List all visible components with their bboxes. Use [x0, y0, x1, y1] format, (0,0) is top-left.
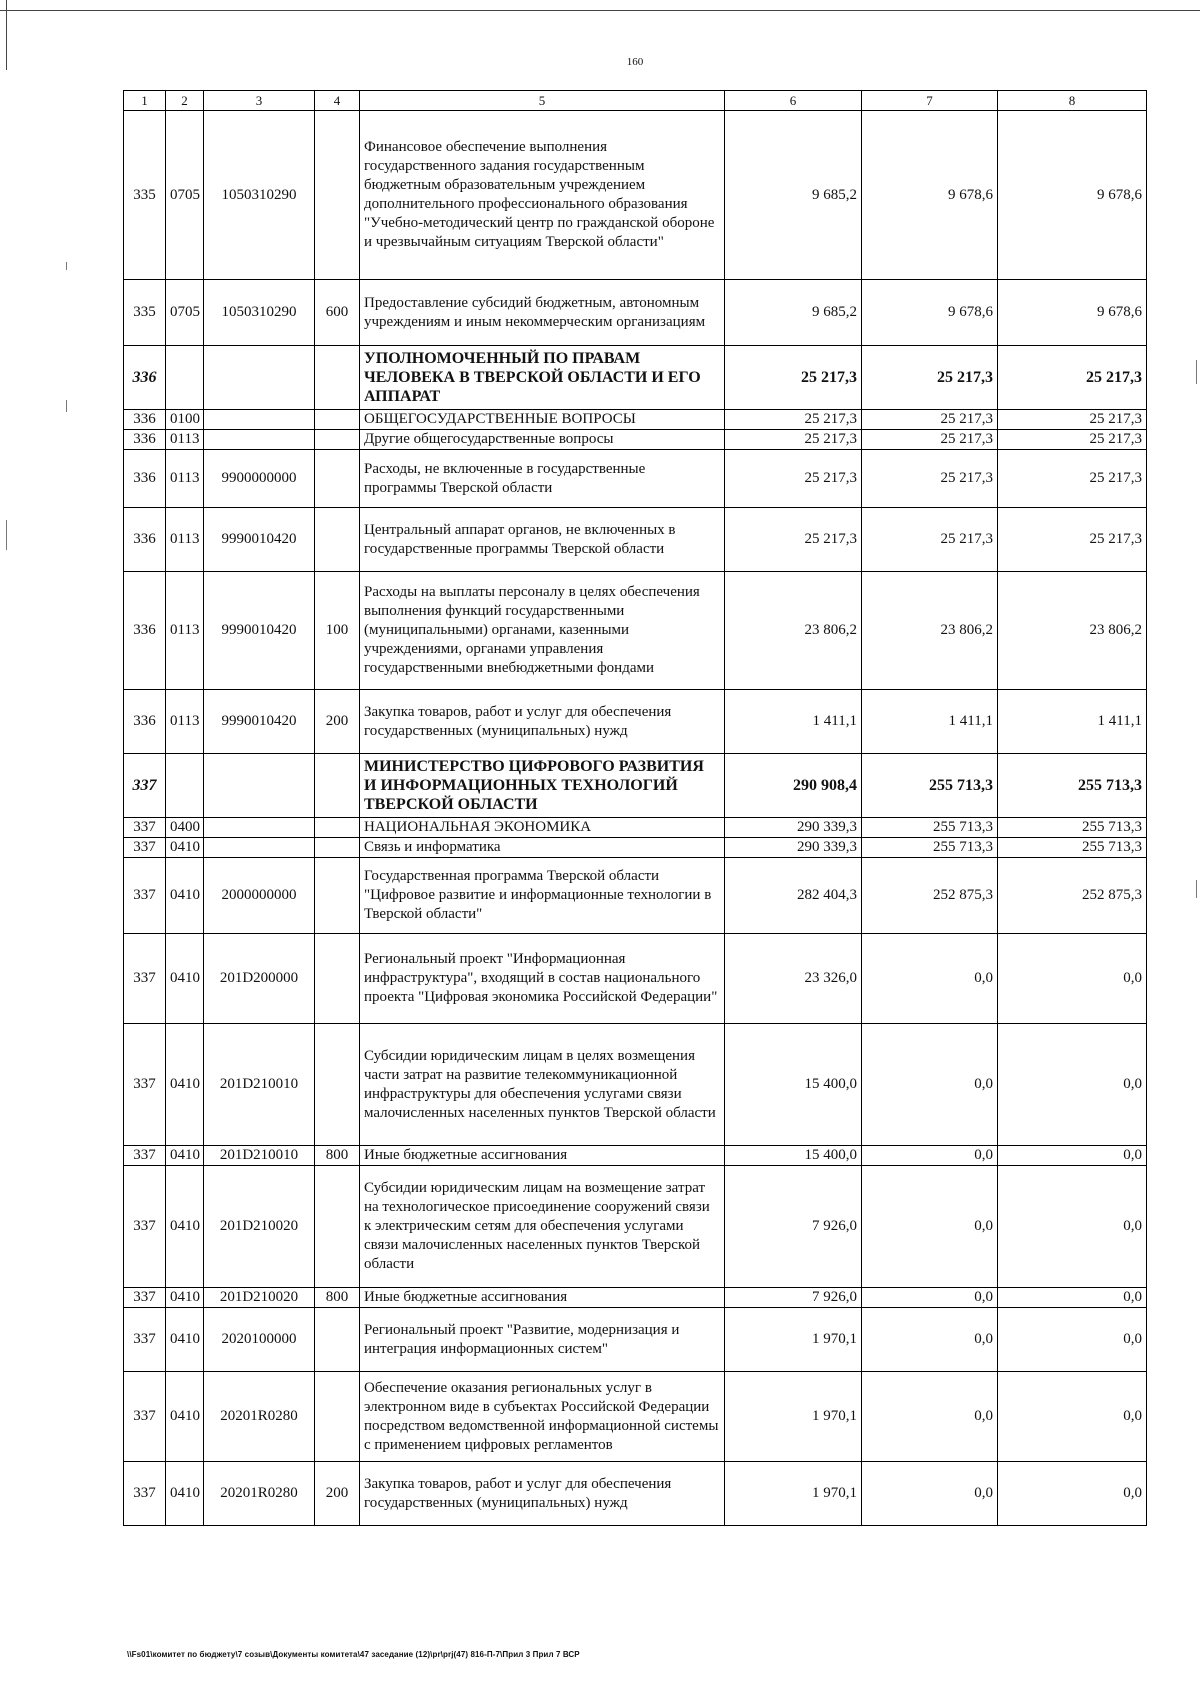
description-cell: УПОЛНОМОЧЕННЫЙ ПО ПРАВАМ ЧЕЛОВЕКА В ТВЕРСКОЙ ОБЛАСТИ И ЕГО АППАРАТ: [360, 346, 725, 410]
expense-type-cell: [315, 508, 360, 572]
expense-type-cell: [315, 111, 360, 280]
expense-type-cell: [315, 1166, 360, 1288]
column-header: 2: [166, 91, 204, 111]
column-header: 3: [204, 91, 315, 111]
code-cell: 336: [124, 450, 166, 508]
table-header-row: [124, 91, 1147, 111]
section-cell: [166, 346, 204, 410]
amount-cell: 1 411,1: [725, 690, 862, 754]
amount-cell: 290 908,4: [725, 754, 862, 818]
amount-cell: 9 685,2: [725, 111, 862, 280]
target-article-cell: 1050310290: [204, 111, 315, 280]
section-cell: 0113: [166, 572, 204, 690]
expense-type-cell: 800: [315, 1146, 360, 1166]
section-cell: 0410: [166, 1372, 204, 1462]
amount-cell: 9 685,2: [725, 280, 862, 346]
table-row: [124, 1372, 1147, 1462]
page-number: 160: [626, 56, 644, 68]
amount-cell: 255 713,3: [862, 838, 998, 858]
code-cell: 337: [124, 1288, 166, 1308]
amount-cell: 7 926,0: [725, 1288, 862, 1308]
table-row: [124, 858, 1147, 934]
expense-type-cell: [315, 410, 360, 430]
code-cell: 337: [124, 838, 166, 858]
table-row: [124, 754, 1147, 818]
code-cell: 337: [124, 1372, 166, 1462]
target-article-cell: 2000000000: [204, 858, 315, 934]
description-cell: Связь и информатика: [360, 838, 725, 858]
amount-cell: 0,0: [862, 1308, 998, 1372]
table-row: [124, 450, 1147, 508]
target-article-cell: 2020100000: [204, 1308, 315, 1372]
amount-cell: 25 217,3: [862, 450, 998, 508]
description-cell: Иные бюджетные ассигнования: [360, 1288, 725, 1308]
amount-cell: 23 806,2: [998, 572, 1147, 690]
amount-cell: 25 217,3: [725, 410, 862, 430]
target-article-cell: [204, 818, 315, 838]
section-cell: 0100: [166, 410, 204, 430]
section-cell: 0410: [166, 1024, 204, 1146]
code-cell: 336: [124, 346, 166, 410]
amount-cell: 1 970,1: [725, 1372, 862, 1462]
amount-cell: 0,0: [998, 1146, 1147, 1166]
margin-mark: [66, 262, 67, 270]
amount-cell: 9 678,6: [862, 280, 998, 346]
description-cell: МИНИСТЕРСТВО ЦИФРОВОГО РАЗВИТИЯ И ИНФОРМАЦИОННЫХ ТЕХНОЛОГИЙ ТВЕРСКОЙ ОБЛАСТИ: [360, 754, 725, 818]
amount-cell: 25 217,3: [998, 430, 1147, 450]
table-row: [124, 1166, 1147, 1288]
expense-type-cell: [315, 818, 360, 838]
section-cell: 0113: [166, 508, 204, 572]
section-cell: 0410: [166, 934, 204, 1024]
target-article-cell: 20201R0280: [204, 1372, 315, 1462]
section-cell: 0410: [166, 1166, 204, 1288]
amount-cell: 290 339,3: [725, 838, 862, 858]
target-article-cell: 201D210020: [204, 1288, 315, 1308]
description-cell: Иные бюджетные ассигнования: [360, 1146, 725, 1166]
amount-cell: 0,0: [862, 1166, 998, 1288]
table-row: [124, 1024, 1147, 1146]
amount-cell: 0,0: [998, 1308, 1147, 1372]
amount-cell: 23 806,2: [725, 572, 862, 690]
target-article-cell: 9900000000: [204, 450, 315, 508]
section-cell: 0410: [166, 1288, 204, 1308]
table-row: [124, 690, 1147, 754]
amount-cell: 9 678,6: [862, 111, 998, 280]
expense-type-cell: 800: [315, 1288, 360, 1308]
description-cell: Закупка товаров, работ и услуг для обеспечения государственных (муниципальных) нужд: [360, 690, 725, 754]
column-header: 8: [998, 91, 1147, 111]
amount-cell: 1 970,1: [725, 1308, 862, 1372]
amount-cell: 0,0: [862, 1372, 998, 1462]
table-row: [124, 1462, 1147, 1526]
description-cell: Субсидии юридическим лицам в целях возмещения части затрат на развитие телекоммуникационной инфраструктуры для обеспечения услугами связи малочисленных населенных пунктов Тверской области: [360, 1024, 725, 1146]
target-article-cell: 9990010420: [204, 508, 315, 572]
code-cell: 337: [124, 934, 166, 1024]
description-cell: Государственная программа Тверской области "Цифровое развитие и информационные технологии в Тверской области": [360, 858, 725, 934]
expense-type-cell: [315, 430, 360, 450]
expense-type-cell: [315, 1308, 360, 1372]
expense-type-cell: [315, 858, 360, 934]
code-cell: 337: [124, 754, 166, 818]
code-cell: 337: [124, 1146, 166, 1166]
table-row: [124, 934, 1147, 1024]
description-cell: Субсидии юридическим лицам на возмещение затрат на технологическое присоединение сооружений связи к электрическим сетям для обеспечения услугами связи малочисленных населенных пунктов Тверской области: [360, 1166, 725, 1288]
amount-cell: 25 217,3: [998, 450, 1147, 508]
table-row: [124, 572, 1147, 690]
amount-cell: 23 326,0: [725, 934, 862, 1024]
description-cell: Закупка товаров, работ и услуг для обеспечения государственных (муниципальных) нужд: [360, 1462, 725, 1526]
amount-cell: 290 339,3: [725, 818, 862, 838]
description-cell: Региональный проект "Развитие, модернизация и интеграция информационных систем": [360, 1308, 725, 1372]
table-row: [124, 346, 1147, 410]
amount-cell: 255 713,3: [998, 754, 1147, 818]
table-row: [124, 508, 1147, 572]
amount-cell: 1 411,1: [998, 690, 1147, 754]
amount-cell: 25 217,3: [725, 346, 862, 410]
target-article-cell: [204, 346, 315, 410]
expense-type-cell: [315, 934, 360, 1024]
amount-cell: 7 926,0: [725, 1166, 862, 1288]
target-article-cell: 9990010420: [204, 690, 315, 754]
target-article-cell: 201D210020: [204, 1166, 315, 1288]
description-cell: НАЦИОНАЛЬНАЯ ЭКОНОМИКА: [360, 818, 725, 838]
expense-type-cell: 200: [315, 690, 360, 754]
amount-cell: 0,0: [862, 1288, 998, 1308]
amount-cell: 25 217,3: [725, 508, 862, 572]
code-cell: 336: [124, 430, 166, 450]
code-cell: 336: [124, 690, 166, 754]
code-cell: 337: [124, 818, 166, 838]
target-article-cell: [204, 410, 315, 430]
description-cell: Расходы на выплаты персоналу в целях обеспечения выполнения функций государственными (муниципальными) органами, казенными учреждениями, органами управления государственными внебюджетными фондами: [360, 572, 725, 690]
section-cell: 0410: [166, 858, 204, 934]
code-cell: 335: [124, 111, 166, 280]
description-cell: Региональный проект "Информационная инфраструктура", входящий в состав национального проекта "Цифровая экономика Российской Федерации": [360, 934, 725, 1024]
amount-cell: 0,0: [998, 1288, 1147, 1308]
table-row: [124, 1308, 1147, 1372]
section-cell: 0400: [166, 818, 204, 838]
margin-mark: [1196, 880, 1197, 898]
code-cell: 337: [124, 858, 166, 934]
section-cell: 0113: [166, 430, 204, 450]
table-row: [124, 430, 1147, 450]
target-article-cell: 201D210010: [204, 1146, 315, 1166]
description-cell: Финансовое обеспечение выполнения государственного задания государственным бюджетным образовательным учреждением дополнительного профессионального образования "Учебно-методический центр по гражданской обороне и чрезвычайным ситуациям Тверской области": [360, 111, 725, 280]
description-cell: Расходы, не включенные в государственные программы Тверской области: [360, 450, 725, 508]
table-row: [124, 1288, 1147, 1308]
section-cell: 0113: [166, 450, 204, 508]
amount-cell: 23 806,2: [862, 572, 998, 690]
file-path-footer: \\Fs01\комитет по бюджету\7 созыв\Документы комитета\47 заседание (12)\pr\prj(47) 816-П-7\Прил 3 Прил 7 ВСР: [127, 1650, 580, 1659]
description-cell: Другие общегосударственные вопросы: [360, 430, 725, 450]
amount-cell: 0,0: [998, 1024, 1147, 1146]
amount-cell: 0,0: [862, 1462, 998, 1526]
section-cell: [166, 754, 204, 818]
margin-mark: [6, 520, 7, 550]
column-header: 7: [862, 91, 998, 111]
expense-type-cell: [315, 1372, 360, 1462]
code-cell: 337: [124, 1462, 166, 1526]
amount-cell: 0,0: [998, 934, 1147, 1024]
code-cell: 335: [124, 280, 166, 346]
description-cell: Центральный аппарат органов, не включенных в государственные программы Тверской области: [360, 508, 725, 572]
table-row: [124, 111, 1147, 280]
amount-cell: 252 875,3: [998, 858, 1147, 934]
column-header: 6: [725, 91, 862, 111]
amount-cell: 15 400,0: [725, 1024, 862, 1146]
target-article-cell: 20201R0280: [204, 1462, 315, 1526]
section-cell: 0410: [166, 1462, 204, 1526]
amount-cell: 0,0: [862, 1024, 998, 1146]
amount-cell: 255 713,3: [862, 754, 998, 818]
amount-cell: 15 400,0: [725, 1146, 862, 1166]
target-article-cell: 201D200000: [204, 934, 315, 1024]
target-article-cell: 201D210010: [204, 1024, 315, 1146]
code-cell: 337: [124, 1024, 166, 1146]
column-header: 1: [124, 91, 166, 111]
target-article-cell: 1050310290: [204, 280, 315, 346]
section-cell: 0410: [166, 1308, 204, 1372]
expense-type-cell: [315, 754, 360, 818]
budget-table: [123, 90, 1147, 1526]
amount-cell: 252 875,3: [862, 858, 998, 934]
margin-mark: [1196, 360, 1197, 384]
code-cell: 336: [124, 410, 166, 430]
code-cell: 336: [124, 572, 166, 690]
target-article-cell: 9990010420: [204, 572, 315, 690]
code-cell: 336: [124, 508, 166, 572]
amount-cell: 255 713,3: [998, 818, 1147, 838]
section-cell: 0705: [166, 111, 204, 280]
amount-cell: 25 217,3: [998, 508, 1147, 572]
description-cell: Предоставление субсидий бюджетным, автономным учреждениям и иным некоммерческим организациям: [360, 280, 725, 346]
amount-cell: 25 217,3: [862, 346, 998, 410]
target-article-cell: [204, 430, 315, 450]
amount-cell: 282 404,3: [725, 858, 862, 934]
amount-cell: 0,0: [998, 1166, 1147, 1288]
amount-cell: 0,0: [862, 934, 998, 1024]
column-header: 4: [315, 91, 360, 111]
amount-cell: 25 217,3: [862, 430, 998, 450]
amount-cell: 0,0: [998, 1462, 1147, 1526]
scan-edge-top: [0, 0, 1200, 11]
expense-type-cell: [315, 450, 360, 508]
amount-cell: 0,0: [998, 1372, 1147, 1462]
amount-cell: 25 217,3: [725, 430, 862, 450]
section-cell: 0410: [166, 1146, 204, 1166]
section-cell: 0410: [166, 838, 204, 858]
code-cell: 337: [124, 1166, 166, 1288]
section-cell: 0705: [166, 280, 204, 346]
amount-cell: 1 411,1: [862, 690, 998, 754]
expense-type-cell: 100: [315, 572, 360, 690]
table-row: [124, 818, 1147, 838]
table-row: [124, 280, 1147, 346]
amount-cell: 25 217,3: [862, 508, 998, 572]
target-article-cell: [204, 838, 315, 858]
section-cell: 0113: [166, 690, 204, 754]
table-row: [124, 838, 1147, 858]
amount-cell: 255 713,3: [998, 838, 1147, 858]
expense-type-cell: 600: [315, 280, 360, 346]
amount-cell: 1 970,1: [725, 1462, 862, 1526]
margin-mark: [66, 400, 67, 412]
description-cell: Обеспечение оказания региональных услуг в электронном виде в субъектах Российской Федерации посредством ведомственной информационной системы с применением цифровых регламентов: [360, 1372, 725, 1462]
amount-cell: 9 678,6: [998, 111, 1147, 280]
target-article-cell: [204, 754, 315, 818]
table-row: [124, 1146, 1147, 1166]
expense-type-cell: 200: [315, 1462, 360, 1526]
amount-cell: 25 217,3: [998, 346, 1147, 410]
expense-type-cell: [315, 1024, 360, 1146]
code-cell: 337: [124, 1308, 166, 1372]
amount-cell: 25 217,3: [998, 410, 1147, 430]
description-cell: ОБЩЕГОСУДАРСТВЕННЫЕ ВОПРОСЫ: [360, 410, 725, 430]
column-header: 5: [360, 91, 725, 111]
expense-type-cell: [315, 838, 360, 858]
table-row: [124, 410, 1147, 430]
expense-type-cell: [315, 346, 360, 410]
amount-cell: 255 713,3: [862, 818, 998, 838]
amount-cell: 25 217,3: [725, 450, 862, 508]
amount-cell: 9 678,6: [998, 280, 1147, 346]
amount-cell: 0,0: [862, 1146, 998, 1166]
amount-cell: 25 217,3: [862, 410, 998, 430]
